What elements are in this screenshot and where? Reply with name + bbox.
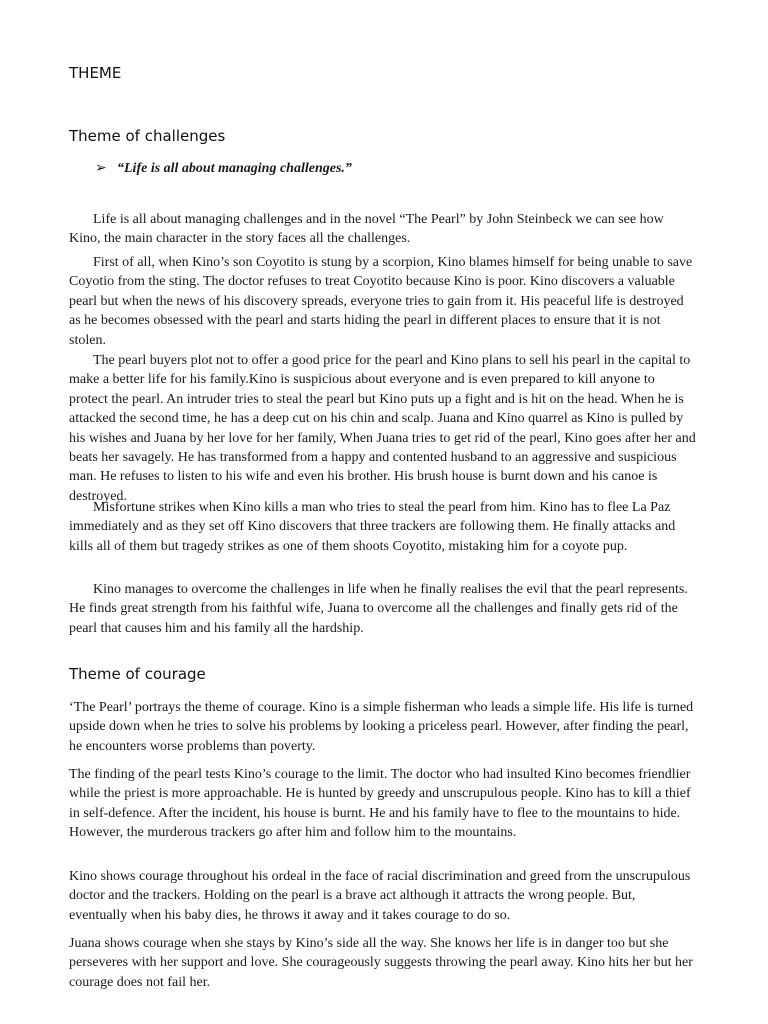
paragraph: Juana shows courage when she stays by Kino’s side all the way. She knows her life is in danger too but she perseveres with her support and love. She courageously suggests throwing the pearl away. Kino hits her but her courage does not fail her.: [69, 936, 693, 990]
paragraph: Kino manages to overcome the challenges in life when he finally realises the evil that the pearl represents. He finds great strength from his faithful wife, Juana to overcome all the challenges and finally gets rid of the pearl that causes him and his family all the hardship.: [69, 582, 688, 636]
bullet-quote: [95, 160, 352, 177]
quote-text: “Life is all about managing challenges.”: [117, 161, 352, 176]
paragraph: Misfortune strikes when Kino kills a man who tries to steal the pearl from him. Kino has to flee La Paz immediately and as they set off Kino discovers that three trackers are following them. He finally attacks and kills all of them but tragedy strikes as one of them shoots Coyotito, mistaking him for a coyote pup.: [69, 500, 676, 554]
paragraph: Kino shows courage throughout his ordeal in the face of racial discrimination and greed from the unscrupulous doctor and the trackers. Holding on the pearl is a brave act although it attracts the wrong people. But, eventually when his baby dies, he throws it away and it takes courage to do so.: [69, 869, 691, 923]
paragraph: First of all, when Kino’s son Coyotito is stung by a scorpion, Kino blames himself for being unable to save Coyotio from the sting. The doctor refuses to treat Coyotito because Kino is poor. Kino discovers a valuable pearl but when the news of his discovery spreads, everyone tries to gain from it. His peaceful life is destroyed as he becomes obsessed with the pearl and starts hiding the pearl in different places to ensure that it is not stolen.: [69, 255, 693, 348]
arrow-bullet-icon: ➢: [95, 161, 107, 176]
section-heading-courage: Theme of courage: [69, 665, 206, 683]
paragraph: The pearl buyers plot not to offer a good price for the pearl and Kino plans to sell his pearl in the capital to make a better life for his family.Kino is suspicious about everyone and is even prepared to kill anyone to protect the pearl. An intruder tries to steal the pearl but Kino puts up a fight and is hit on the head. When he is attacked the second time, he has a deep cut on his chin and scalp. Juana and Kino quarrel as Kino is pulled by his wishes and Juana by her love for her family, When Juana tries to get rid of the pearl, Kino goes after her and beats her savagely. He has transformed from a happy and contented husband to an aggressive and suspicious man. He refuses to listen to his wife and even his brother. His brush house is burnt down and his canoe is destroyed.: [69, 353, 696, 504]
section-heading-challenges: Theme of challenges: [69, 127, 226, 145]
paragraph: Life is all about managing challenges and in the novel “The Pearl” by John Steinbeck we can see how Kino, the main character in the story faces all the challenges.: [69, 212, 664, 247]
paragraph: The finding of the pearl tests Kino’s courage to the limit. The doctor who had insulted Kino becomes friendlier while the priest is more approachable. He is hunted by greedy and unscrupulous people. Kino has to kill a thief in self-defence. After the incident, his house is burnt. He and his family have to flee to the mountains to hide. However, the murderous trackers go after him and follow him to the mountains.: [69, 767, 691, 841]
document-title: THEME: [69, 64, 122, 82]
paragraph: ‘The Pearl’ portrays the theme of courage. Kino is a simple fisherman who leads a simple life. His life is turned upside down when he tries to solve his problems by looking a priceless pearl. However, after finding the pearl, he encounters worse problems than poverty.: [69, 700, 694, 754]
